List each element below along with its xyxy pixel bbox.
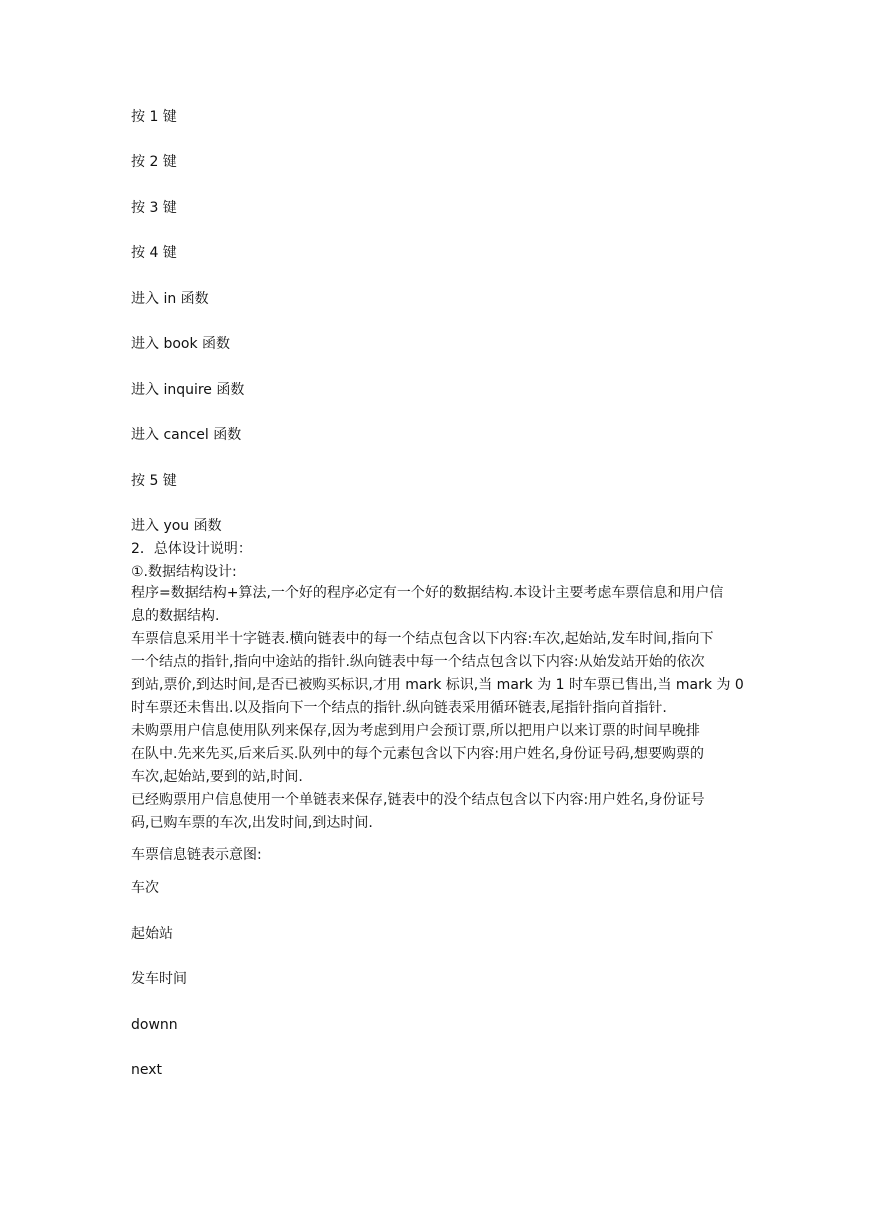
- paragraph-line: 到站,票价,到达时间,是否已被购买标识,才用 mark 标识,当 mark 为 1 时车票已售出,当 mark 为 0: [131, 677, 744, 693]
- paragraph-line: 程序=数据结构+算法,一个好的程序必定有一个好的数据结构.本设计主要考虑车票信息和用户信: [131, 585, 724, 601]
- diagram-label-train-number: 车次: [131, 880, 159, 896]
- flow-label-cancel-function: 进入 cancel 函数: [131, 427, 242, 443]
- flow-label-in-function: 进入 in 函数: [131, 291, 209, 307]
- diagram-label-departure-time: 发车时间: [131, 971, 187, 987]
- paragraph-line: 一个结点的指针,指向中途站的指针.纵向链表中每一个结点包含以下内容:从始发站开始的依次: [131, 654, 705, 670]
- diagram-label-down-pointer: downn: [131, 1017, 178, 1033]
- paragraph-line: 息的数据结构.: [131, 608, 220, 624]
- subsection-title: ①.数据结构设计:: [131, 564, 237, 580]
- paragraph-intro: [131, 582, 743, 628]
- flow-label-key-4: 按 4 键: [131, 245, 177, 261]
- paragraph-line: 已经购票用户信息使用一个单链表来保存,链表中的没个结点包含以下内容:用户姓名,身份证号: [131, 792, 705, 808]
- flow-label-key-3: 按 3 键: [131, 200, 177, 216]
- flow-label-inquire-function: 进入 inquire 函数: [131, 382, 245, 398]
- paragraph-linked-list: [131, 789, 743, 835]
- flow-label-book-function: 进入 book 函数: [131, 336, 231, 352]
- flow-label-key-1: 按 1 键: [131, 109, 177, 125]
- paragraph-line: 码,已购车票的车次,出发时间,到达时间.: [131, 815, 373, 831]
- flow-label-you-function: 进入 you 函数: [131, 518, 222, 534]
- diagram-label-start-station: 起始站: [131, 926, 173, 942]
- paragraph-line: 车次,起始站,要到的站,时间.: [131, 769, 303, 785]
- paragraph-line: 时车票还未售出.以及指向下一个结点的指针.纵向链表采用循环链表,尾指针指向首指针.: [131, 700, 667, 716]
- paragraph-line: 车票信息采用半十字链表.横向链表中的每一个结点包含以下内容:车次,起始站,发车时间,指向下: [131, 631, 714, 647]
- paragraph-line: 在队中.先来先买,后来后买.队列中的每个元素包含以下内容:用户姓名,身份证号码,想要购票的: [131, 746, 704, 762]
- paragraph-queue: [131, 720, 743, 789]
- flow-label-key-2: 按 2 键: [131, 154, 177, 170]
- diagram-caption: 车票信息链表示意图:: [131, 847, 262, 863]
- section-title: 2．总体设计说明：: [131, 541, 252, 557]
- paragraph-ticket-info: [131, 628, 743, 720]
- paragraph-line: 未购票用户信息使用队列来保存,因为考虑到用户会预订票,所以把用户以来订票的时间早晚排: [131, 723, 700, 739]
- diagram-label-next-pointer: next: [131, 1062, 163, 1078]
- flow-label-key-5: 按 5 键: [131, 473, 177, 489]
